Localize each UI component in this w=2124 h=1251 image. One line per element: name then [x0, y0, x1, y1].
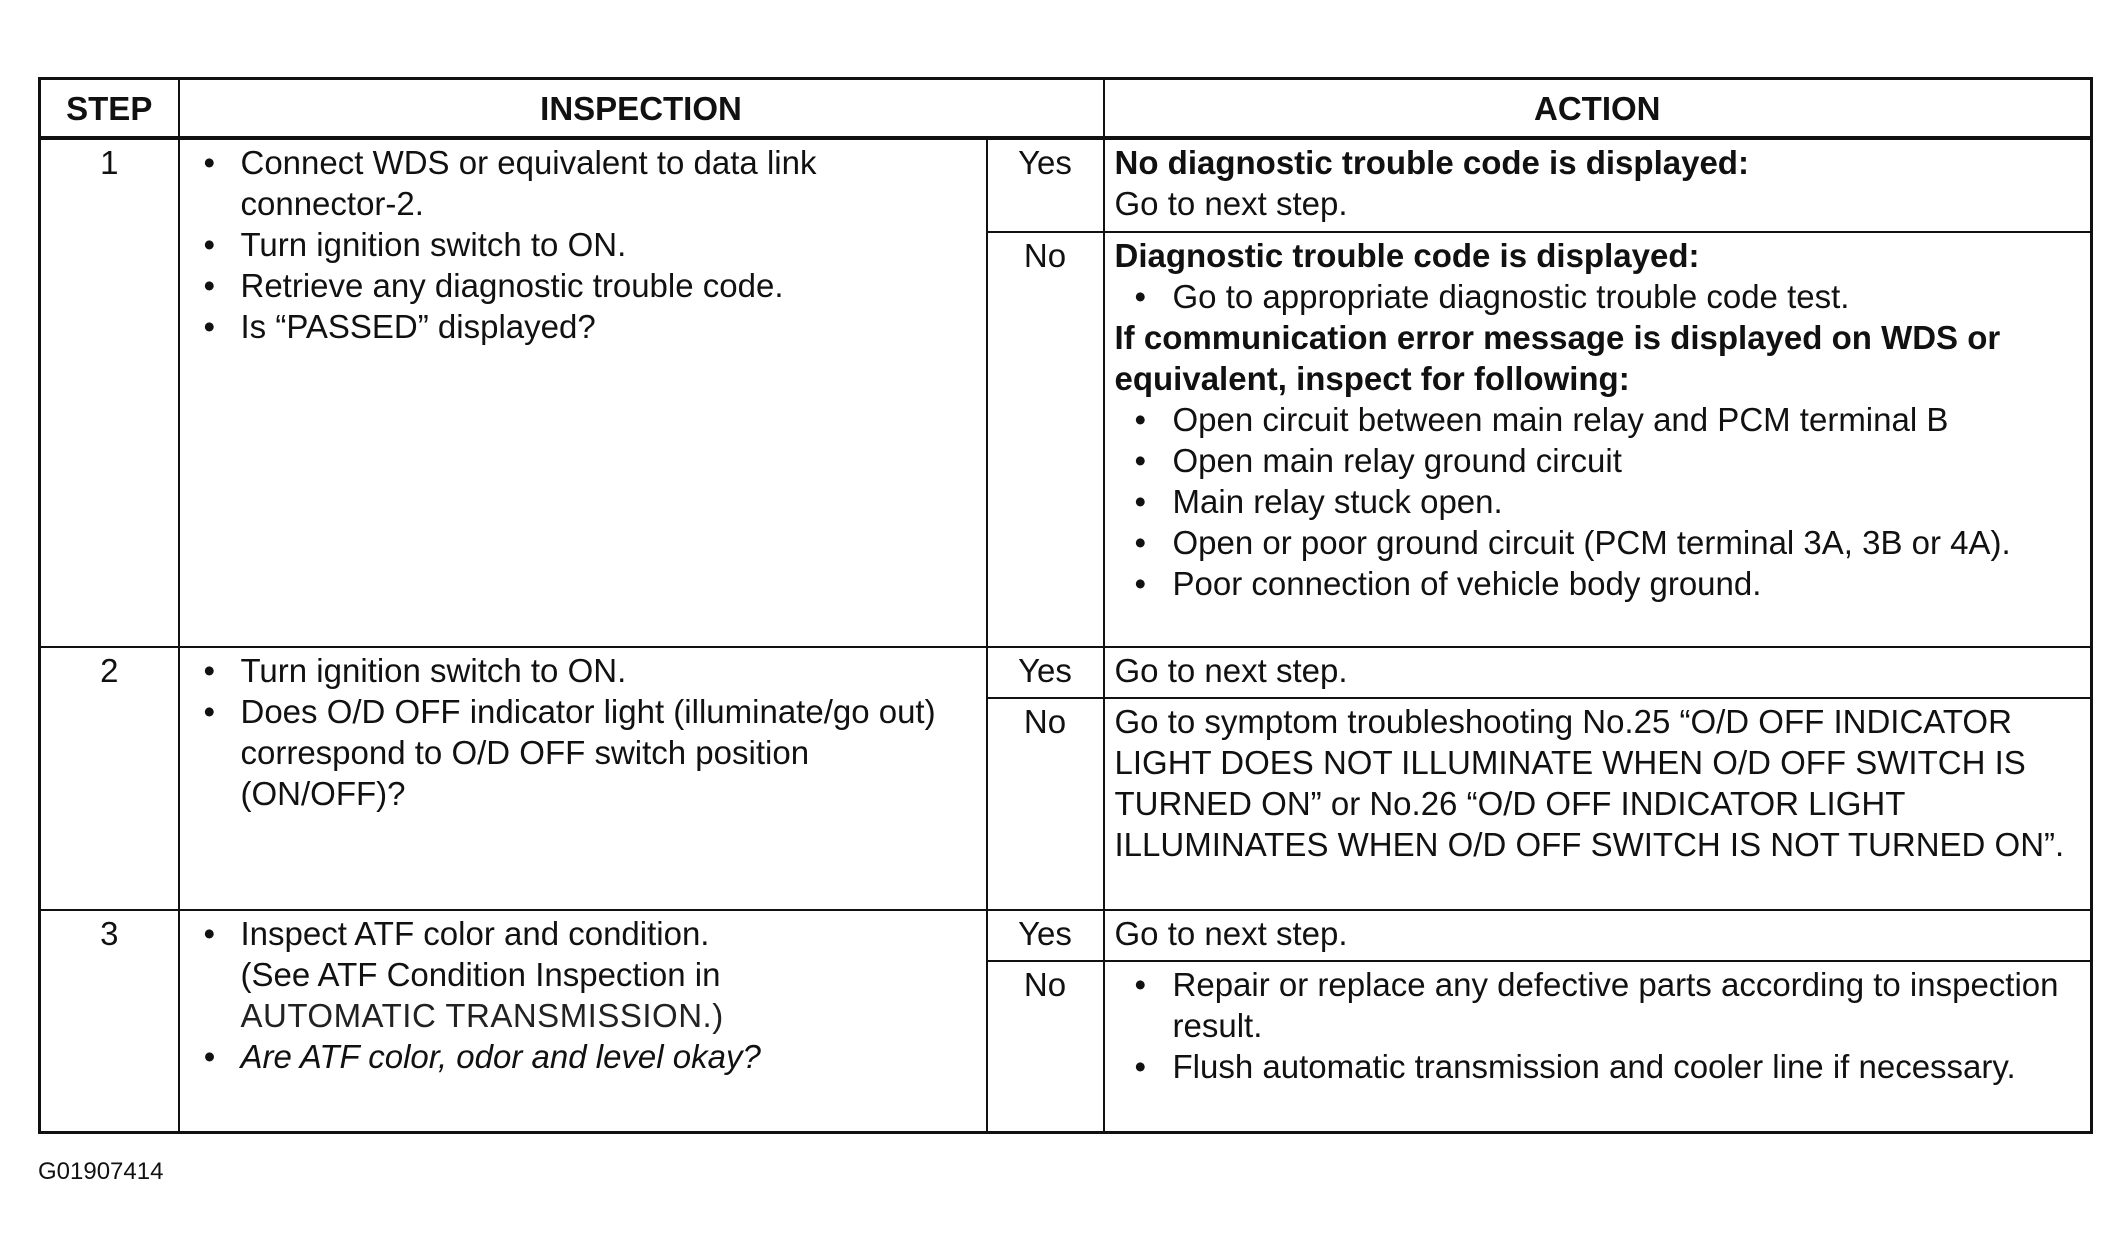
- action-text: Go to next step.: [1114, 185, 1348, 222]
- step-3-no-action: [1104, 961, 2092, 1133]
- step-1-inspection: [179, 138, 987, 647]
- yes-label: Yes: [987, 138, 1104, 232]
- yes-label: Yes: [987, 910, 1104, 961]
- header-action: ACTION: [1104, 79, 2092, 139]
- inspection-item: [194, 913, 976, 1036]
- action-list: [1115, 399, 2077, 604]
- no-label: No: [987, 961, 1104, 1133]
- step-2-inspection: [179, 647, 987, 910]
- yes-label: Yes: [987, 647, 1104, 698]
- step-1-yes-row: [40, 138, 2092, 232]
- action-item: • Flush automatic transmission and cooler line if necessary.: [1115, 1046, 2077, 1087]
- step-2-yes-row: [40, 647, 2092, 698]
- inspection-item-text: • Inspect ATF color and condition.: [240, 915, 710, 952]
- action-item: • Poor connection of vehicle body ground.: [1115, 563, 2077, 604]
- step-3-inspection: [179, 910, 987, 1133]
- action-item: • Main relay stuck open.: [1115, 481, 2077, 522]
- header-step: STEP: [40, 79, 179, 139]
- action-item: • Open circuit between main relay and PCM terminal B: [1115, 399, 2077, 440]
- inspection-note-section: AUTOMATIC TRANSMISSION.): [240, 997, 724, 1034]
- inspection-item: • Are ATF color, odor and level okay?: [194, 1036, 976, 1077]
- diagnostic-procedure-table: [38, 77, 2093, 1134]
- action-heading: Diagnostic trouble code is displayed:: [1114, 237, 1700, 274]
- figure-id: G01907414: [38, 1158, 164, 1185]
- inspection-item: • Turn ignition switch to ON.: [194, 650, 976, 691]
- inspection-list: [194, 650, 976, 814]
- step-3-yes-row: [40, 910, 2092, 961]
- header-row: [40, 79, 2092, 139]
- step-2-yes-action: Go to next step.: [1104, 647, 2092, 698]
- action-item: • Open main relay ground circuit: [1115, 440, 2077, 481]
- inspection-item: • Turn ignition switch to ON.: [194, 224, 976, 265]
- action-item: • Go to appropriate diagnostic trouble code test.: [1115, 276, 2077, 317]
- no-label: No: [987, 698, 1104, 910]
- action-item: • Repair or replace any defective parts according to inspection result.: [1115, 964, 2077, 1046]
- step-2-no-action: Go to symptom troubleshooting No.25 “O/D OFF INDICATOR LIGHT DOES NOT ILLUMINATE WHEN O/D OFF SWITCH IS TURNED ON” or No.26 “O/D OFF INDICATOR LIGHT ILLUMINATES WHEN O/D OFF SWITCH IS NOT TURNED ON”.: [1104, 698, 2092, 910]
- step-1-yes-action: [1104, 138, 2092, 232]
- action-heading: No diagnostic trouble code is displayed:: [1114, 144, 1749, 181]
- inspection-note: (See ATF Condition Inspection in: [240, 956, 721, 993]
- step-number: 1: [40, 138, 179, 647]
- step-1-no-action: [1104, 232, 2092, 647]
- step-number: 2: [40, 647, 179, 910]
- inspection-item: • Connect WDS or equivalent to data link connector-2.: [194, 142, 976, 224]
- step-number: 3: [40, 910, 179, 1133]
- action-item: • Open or poor ground circuit (PCM terminal 3A, 3B or 4A).: [1115, 522, 2077, 563]
- inspection-list: [194, 913, 976, 1077]
- no-label: No: [987, 232, 1104, 647]
- inspection-list: [194, 142, 976, 347]
- header-inspection: INSPECTION: [179, 79, 1104, 139]
- action-list: [1115, 276, 2077, 317]
- inspection-item: • Is “PASSED” displayed?: [194, 306, 976, 347]
- action-heading-2: If communication error message is displayed on WDS or equivalent, inspect for following:: [1114, 319, 2001, 397]
- inspection-item: • Retrieve any diagnostic trouble code.: [194, 265, 976, 306]
- step-3-yes-action: Go to next step.: [1104, 910, 2092, 961]
- inspection-item: • Does O/D OFF indicator light (illuminate/go out) correspond to O/D OFF switch position (ON/OFF)?: [194, 691, 976, 814]
- action-list: [1115, 964, 2077, 1087]
